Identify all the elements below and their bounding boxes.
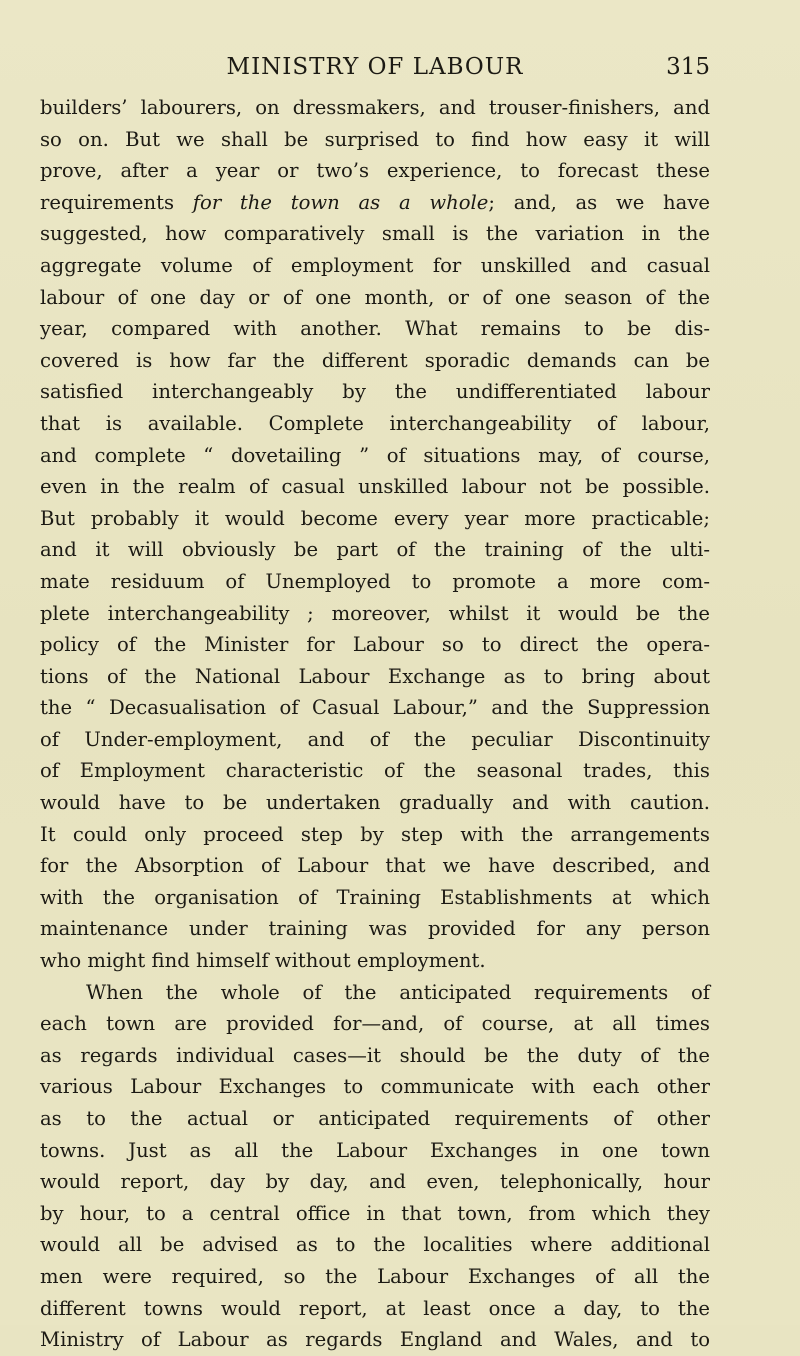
text-line: policy of the Minister for Labour so to direct the opera-: [40, 633, 710, 657]
text-line: covered is how far the different sporadic demands can be: [40, 348, 710, 372]
text-line: [40, 187, 710, 219]
text-line: who might find himself without employment.: [40, 949, 486, 973]
text-line: different towns would report, at least once a day, to the: [40, 1296, 710, 1320]
text-line: would all be advised as to the localities where additional: [40, 1233, 710, 1257]
text-line: that is available. Complete interchangeability of labour,: [40, 411, 710, 435]
text-line: even in the realm of casual unskilled labour not be possible.: [40, 475, 710, 499]
text-line: aggregate volume of employment for unskilled and casual: [40, 253, 710, 277]
text-line: labour of one day or of one month, or of one season of the: [40, 285, 710, 309]
text-line: plete interchangeability ; moreover, whilst it would be the: [40, 601, 710, 625]
text-line: as regards individual cases—it should be the duty of the: [40, 1043, 710, 1067]
text-line: tions of the National Labour Exchange as to bring about: [40, 664, 710, 688]
text-line: various Labour Exchanges to communicate with each other: [40, 1075, 710, 1099]
text-line: But probably it would become every year more practicable;: [40, 506, 710, 530]
page-number: 315: [666, 54, 710, 80]
text-line: mate residuum of Unemployed to promote a more com-: [40, 569, 710, 593]
page-header: [40, 50, 710, 90]
text-line: of Under-employment, and of the peculiar Discontinuity: [40, 727, 710, 751]
text-line: Ministry of Labour as regards England and Wales, and to: [40, 1328, 710, 1352]
text-line: and complete “ dovetailing ” of situations may, of course,: [40, 443, 710, 467]
text-line: prove, after a year or two’s experience, to forecast these: [40, 159, 710, 183]
text-line: by hour, to a central office in that town, from which they: [40, 1201, 710, 1225]
text-run: ; and, as we have: [488, 190, 710, 214]
text-line: maintenance under training was provided for any person: [40, 917, 710, 941]
body-text: [40, 92, 710, 1356]
text-line: as to the actual or anticipated requirements of other: [40, 1107, 710, 1130]
text-line: each town are provided for—and, of course, at all times: [40, 1012, 710, 1036]
text-line: men were required, so the Labour Exchanges of all the: [40, 1264, 710, 1288]
text-run: requirements: [40, 190, 193, 214]
text-line: the “ Decasualisation of Casual Labour,” and the Suppression: [40, 696, 710, 720]
text-line: for the Absorption of Labour that we have described, and: [40, 854, 710, 878]
text-line: year, compared with another. What remains to be dis-: [40, 317, 710, 341]
text-line: with the organisation of Training Establishments at which: [40, 885, 710, 909]
text-line: satisfied interchangeably by the undifferentiated labour: [40, 380, 710, 404]
text-line: of Employment characteristic of the seasonal trades, this: [40, 759, 710, 783]
text-line: so on. But we shall be surprised to find how easy it will: [40, 127, 710, 151]
text-line: and it will obviously be part of the training of the ulti-: [40, 538, 710, 562]
running-head: MINISTRY OF LABOUR: [226, 54, 524, 80]
text-line: It could only proceed step by step with the arrangements: [40, 822, 710, 846]
text-line: builders’ labourers, on dressmakers, and trouser-finishers, and: [40, 96, 710, 119]
text-line: would have to be undertaken gradually and with caution.: [40, 791, 710, 815]
italic-phrase: for the town as a whole: [192, 190, 489, 214]
text-line: would report, day by day, and even, telephonically, hour: [40, 1170, 710, 1194]
text-line: When the whole of the anticipated requirements of: [86, 980, 710, 1004]
text-line: suggested, how comparatively small is the variation in the: [40, 222, 710, 246]
text-line: towns. Just as all the Labour Exchanges in one town: [40, 1138, 710, 1162]
